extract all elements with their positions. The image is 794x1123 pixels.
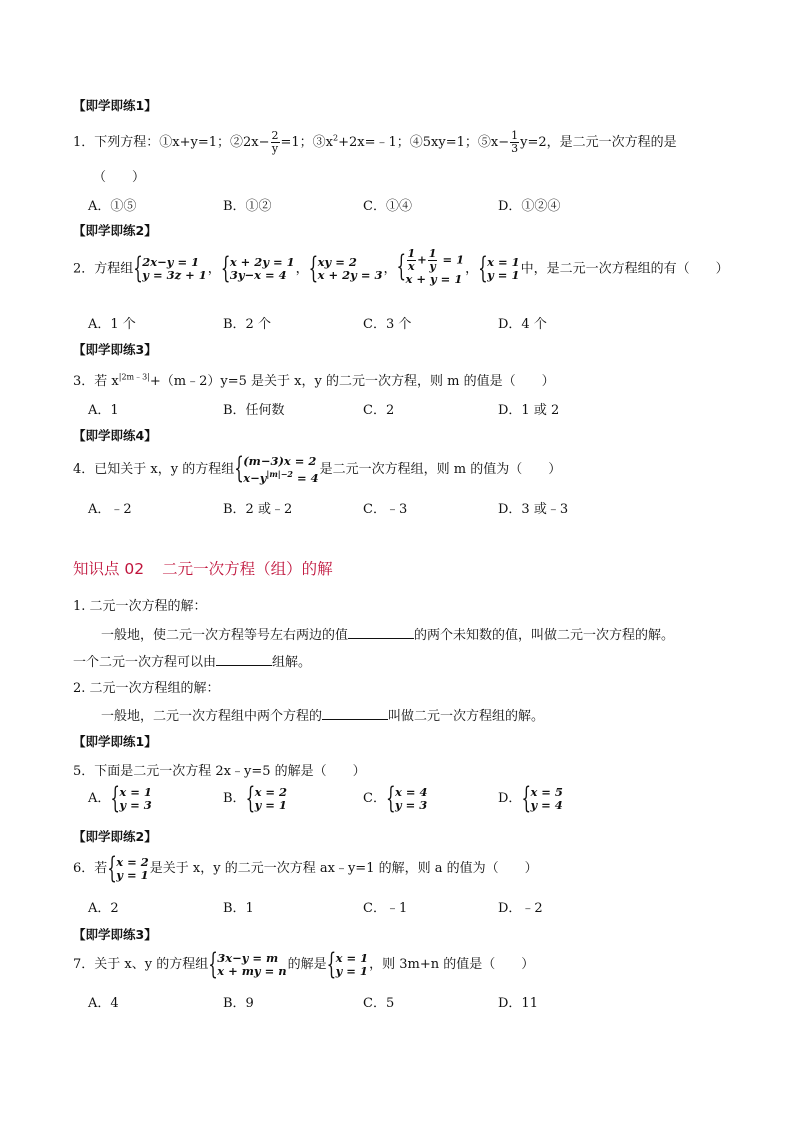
q4-option-d[interactable]: D．3 或﹣3 bbox=[498, 502, 569, 517]
knowledge-1-line1: 一般地，使二元一次方程等号左右两边的值 的两个未知数的值，叫做二元一次方程的解。 bbox=[101, 624, 674, 643]
practice2-tag-3: 【即学即练3】 bbox=[73, 927, 157, 942]
q5-option-c[interactable]: C． { x = 4 y = 3 bbox=[363, 786, 428, 811]
q2-option-d[interactable]: D．4 个 bbox=[498, 317, 547, 332]
q3-option-d[interactable]: D．1 或 2 bbox=[498, 403, 560, 418]
q7-solution: { x = 1 y = 1 bbox=[328, 952, 369, 977]
q2-system-2: { x + 2y = 1 3y−x = 4 bbox=[222, 256, 295, 281]
q6-option-d[interactable]: D．﹣2 bbox=[498, 901, 543, 916]
q7-option-c[interactable]: C．5 bbox=[363, 996, 395, 1011]
fill-blank-3[interactable] bbox=[322, 706, 388, 720]
q4-option-a[interactable]: A．﹣2 bbox=[88, 502, 132, 517]
q7-option-b[interactable]: B．9 bbox=[223, 996, 254, 1011]
question-4: 4．已知关于 x，y 的方程组 { (m−3)x = 2 $x-y^{|m|-2} = 4$ 是二元一次方程组，则 m 的值为（ ） bbox=[73, 455, 561, 484]
q2-system-5: { x = 1 y = 1 bbox=[479, 256, 520, 281]
q5-option-d[interactable]: D． { x = 5 y = 4 bbox=[498, 786, 564, 811]
question-5: 5．下面是二元一次方程 2x﹣y=5 的解是（ ） bbox=[73, 764, 366, 779]
q7-option-a[interactable]: A．4 bbox=[88, 996, 119, 1011]
fill-blank-2[interactable] bbox=[216, 652, 272, 666]
question-7: 7．关于 x、y 的方程组 { 3x−y = m x + my = n 的解是 { x = 1 y = 1 ，则 3m+n 的值是（ ） bbox=[73, 952, 534, 977]
q5-option-a[interactable]: A． { x = 1 y = 3 bbox=[88, 786, 153, 811]
q2-suffix: 中，是二元一次方程组的有（ ） bbox=[520, 261, 729, 277]
q1-fraction-2-over-y: $\frac{2}{y}$ bbox=[271, 129, 279, 155]
q2-system-1: { 2x−y = 1 y = 3z + 1 bbox=[134, 256, 207, 281]
q1-eq12: x+y=1；②2x− bbox=[172, 135, 270, 150]
q1-eq3-a: =1；③x bbox=[280, 135, 334, 150]
q4-option-b[interactable]: B．2 或﹣2 bbox=[223, 502, 293, 517]
q4-option-c[interactable]: C．﹣3 bbox=[363, 502, 408, 517]
q6-system: { x = 2 y = 1 bbox=[108, 856, 149, 881]
q2-option-b[interactable]: B．2 个 bbox=[223, 317, 271, 332]
q4-system: { (m−3)x = 2 $x-y^{|m|-2} = 4$ bbox=[235, 455, 318, 484]
q6-option-b[interactable]: B．1 bbox=[223, 901, 254, 916]
q1-eq3-b: +2x=﹣1；④5xy=1；⑤x− bbox=[338, 135, 510, 150]
fill-blank-1[interactable] bbox=[348, 625, 414, 639]
q1-option-c[interactable]: C．①④ bbox=[363, 199, 412, 214]
practice2-tag-1: 【即学即练1】 bbox=[73, 734, 157, 749]
q6-option-a[interactable]: A．2 bbox=[88, 901, 119, 916]
q2-system-3: { xy = 2 x + 2y = 3 bbox=[310, 256, 383, 281]
knowledge-1-line2: 一个二元一次方程可以由 组解。 bbox=[73, 651, 311, 670]
q2-option-a[interactable]: A．1 个 bbox=[88, 317, 136, 332]
question-3: 3．若 $x^{|2m﹣3|}+(m﹣2)y=5$ 是关于 x，y 的二元一次方程，则 m 的值是（ ） bbox=[73, 372, 555, 389]
section-heading bbox=[73, 557, 333, 579]
q2-prefix: 2．方程组 bbox=[73, 261, 134, 277]
knowledge-2-line1: 一般地，二元一次方程组中两个方程的 叫做二元一次方程组的解。 bbox=[101, 705, 544, 724]
q1-prefix: 1．下列方程：① bbox=[73, 135, 173, 150]
q2-system-4: { $\frac{1}{x}$ + $\frac{1}{y}$ = 1 x + y = 1 bbox=[398, 248, 465, 286]
q3-option-a[interactable]: A．1 bbox=[88, 403, 119, 418]
q1-option-d[interactable]: D．①②④ bbox=[498, 199, 561, 214]
q1-option-b[interactable]: B．①② bbox=[223, 199, 272, 214]
question-2: 2．方程组 { 2x−y = 1 y = 3z + 1 ， { x + 2y = 1 3y−x = 4 ， { xy = 2 x + 2y = 3 ， { $\frac{1}{x}$ + $\frac{1}{y}$ = 1 x + y = 1 ， { x = 1 y = 1 中，是二元一次方程组的有（ ） bbox=[73, 250, 729, 288]
section-number: 知识点 02 bbox=[73, 560, 145, 578]
q3-option-b[interactable]: B．任何数 bbox=[223, 403, 285, 418]
knowledge-1-title: 1. 二元一次方程的解： bbox=[73, 599, 207, 614]
q7-system: { 3x−y = m x + my = n bbox=[209, 952, 286, 977]
q1-fraction-1-over-3: $\frac{1}{3}$ bbox=[511, 129, 519, 155]
question-6: 6．若 { x = 2 y = 1 是关于 x，y 的二元一次方程 ax﹣y=1 的解，则 a 的值为（ ） bbox=[73, 856, 538, 881]
practice2-tag-2: 【即学即练2】 bbox=[73, 829, 157, 844]
practice-tag-4: 【即学即练4】 bbox=[73, 428, 157, 443]
practice-tag-1: 【即学即练1】 bbox=[73, 98, 157, 113]
q5-option-b[interactable]: B． { x = 2 y = 1 bbox=[223, 786, 288, 811]
practice-tag-2: 【即学即练2】 bbox=[73, 223, 157, 238]
q1-tail: y=2，是二元一次方程的是 bbox=[520, 135, 677, 150]
question-1: 1．下列方程：①x+y=1；②2x− $\frac{2}{y}$ =1；$③x^2+2x=﹣1$；④5xy=1；⑤x− $\frac{1}{3}$ y=2，是二元一次方程的是 bbox=[73, 129, 677, 155]
q7-option-d[interactable]: D．11 bbox=[498, 996, 538, 1011]
practice-tag-3: 【即学即练3】 bbox=[73, 342, 157, 357]
q6-option-c[interactable]: C．﹣1 bbox=[363, 901, 408, 916]
section-title: 二元一次方程（组）的解 bbox=[162, 560, 333, 578]
knowledge-2-title: 2. 二元一次方程组的解： bbox=[73, 681, 220, 696]
q1-paren: （ ） bbox=[93, 170, 146, 185]
q2-option-c[interactable]: C．3 个 bbox=[363, 317, 412, 332]
q1-option-a[interactable]: A．①⑤ bbox=[88, 199, 137, 214]
q3-option-c[interactable]: C．2 bbox=[363, 403, 395, 418]
